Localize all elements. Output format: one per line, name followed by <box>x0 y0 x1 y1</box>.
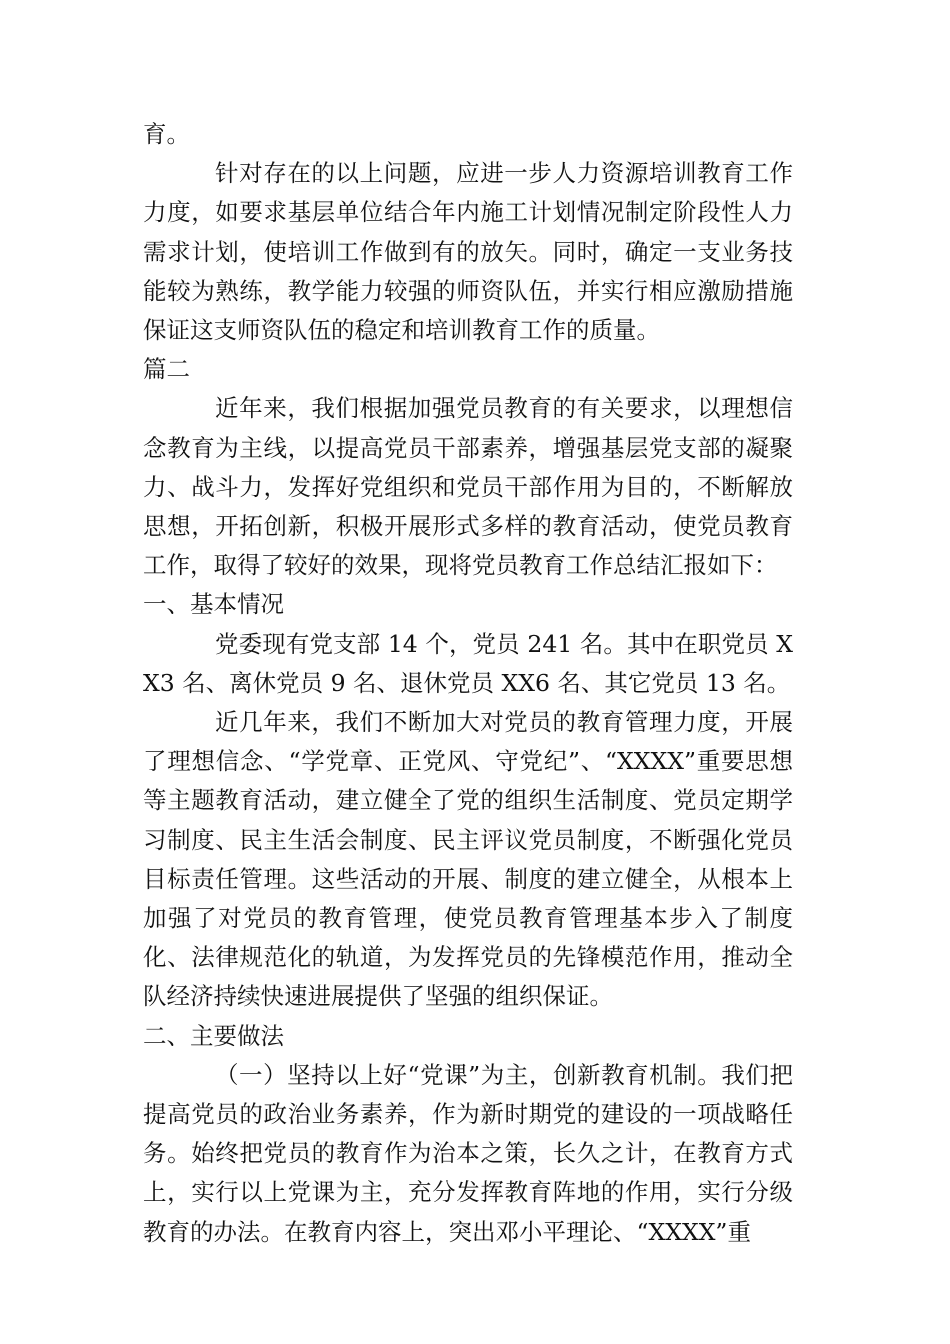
section-heading-main-practices: 二、主要做法 <box>143 1021 284 1050</box>
paragraph-training-measures: 针对存在的以上问题，应进一步人力资源培训教育工作力度，如要求基层单位结合年内施工计划情况制定阶段性人力需求计划，使培训工作做到有的放矢。同时，确定一支业务技能较为熟练，教学能力较强的师资队伍，并实行相应激励措施保证这支师资队伍的稳定和培训教育工作的质量。 <box>143 159 793 345</box>
document-page <box>143 115 793 1252</box>
section-heading-part-two: 篇二 <box>143 355 190 384</box>
paragraph-introduction: 近年来，我们根据加强党员教育的有关要求，以理想信念教育为主线，以提高党员干部素养，增强基层党支部的凝聚力、战斗力，发挥好党组织和党员干部作用为目的，不断解放思想，开拓创新，积极开展形式多样的教育活动，使党员教育工作，取得了较好的效果，现将党员教育工作总结汇报如下： <box>143 394 793 580</box>
paragraph-member-statistics: 党委现有党支部 14 个，党员 241 名。其中在职党员 XX3 名、离休党员 9 名、退休党员 XX6 名、其它党员 13 名。 <box>143 629 793 697</box>
paragraph-education-management: 近几年来，我们不断加大对党员的教育管理力度，开展了理想信念、“学党章、正党风、守党纪”、“XXXX”重要思想等主题教育活动，建立健全了党的组织生活制度、党员定期学习制度、民主生活会制度、民主评议党员制度，不断强化党员目标责任管理。这些活动的开展、制度的建立健全，从根本上加强了对党员的教育管理，使党员教育管理基本步入了制度化、法律规范化的轨道，为发挥党员的先锋模范作用，推动全队经济持续快速进展提供了坚强的组织保证。 <box>143 708 793 1011</box>
paragraph-party-lessons: （一）坚持以上好“党课”为主，创新教育机制。我们把提高党员的政治业务素养，作为新时期党的建设的一项战略任务。始终把党员的教育作为治本之策，长久之计，在教育方式上，实行以上党课为主，充分发挥教育阵地的作用，实行分级教育的办法。在教育内容上，突出邓小平理论、“XXXX”重 <box>143 1060 793 1246</box>
paragraph-continuation: 育。 <box>143 120 190 148</box>
section-heading-basic-situation: 一、基本情况 <box>143 590 284 619</box>
